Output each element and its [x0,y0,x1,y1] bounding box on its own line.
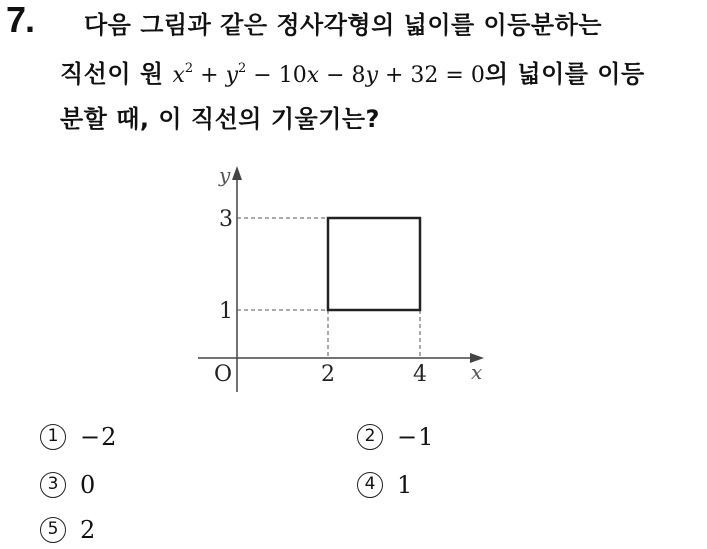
choice-2-marker: 2 [357,424,383,450]
choice-3[interactable] [40,470,96,500]
y-tick-3: 3 [219,207,233,232]
x-tick-2: 2 [321,362,335,387]
x-axis-label: x [471,360,483,384]
y-axis-label: y [219,163,231,187]
choice-2-value: −1 [397,423,435,451]
origin-label: O [214,362,233,387]
choice-2[interactable] [357,422,434,452]
choice-1-value: −2 [80,423,118,451]
y-axis-arrow-icon [232,166,242,180]
choice-5-marker: 5 [40,517,66,543]
question-line-2-suffix: 의 넓이를 이등 [484,60,645,88]
question-line-2-prefix: 직선이 원 [60,60,173,88]
x-tick-4: 4 [413,362,427,387]
choice-4-marker: 4 [357,472,383,498]
choice-4-value: 1 [397,471,414,499]
choice-4[interactable] [357,470,413,500]
square [328,218,420,310]
choice-3-marker: 3 [40,472,66,498]
y-tick-1: 1 [219,299,233,324]
question-line-3: 분할 때, 이 직선의 기울기는? [60,105,380,133]
choice-1[interactable] [40,422,117,452]
question-number: 7. [6,0,35,40]
choice-5[interactable] [40,515,96,545]
circle-equation: $x^2 + y^2 - 10x - 8y + 32 = 0$ [172,61,485,88]
choice-3-value: 0 [80,471,97,499]
choice-5-value: 2 [80,516,97,544]
question-line-1: 다음 그림과 같은 정사각형의 넓이를 이등분하는 [84,11,602,39]
choice-1-marker: 1 [40,424,66,450]
